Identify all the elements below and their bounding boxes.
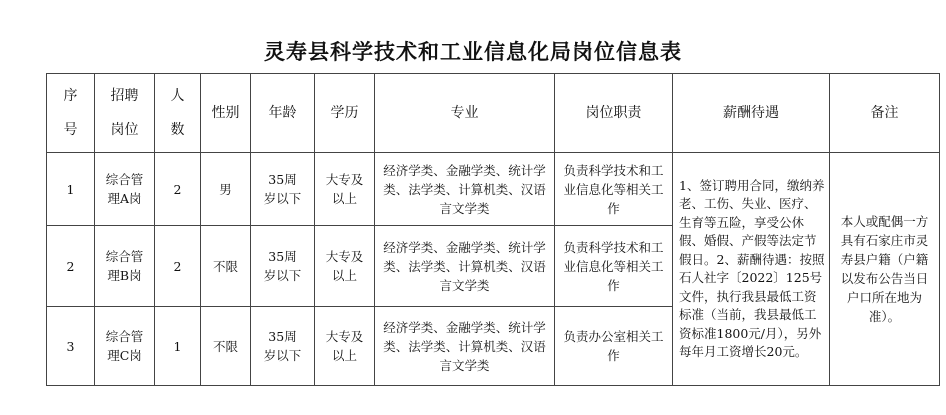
- cell-duty: 负责科学技术和工业信息化等相关工作: [555, 153, 673, 226]
- header-education: 学历: [315, 74, 375, 153]
- cell-major: 经济学类、金融学类、统计学类、法学类、计算机类、汉语言文学类: [375, 153, 555, 226]
- cell-count: 2: [155, 226, 201, 307]
- cell-age: 35周岁以下: [251, 226, 315, 307]
- header-gender: 性别: [201, 74, 251, 153]
- header-remark: 备注: [830, 74, 940, 153]
- cell-seq: 3: [47, 307, 95, 386]
- cell-duty: 负责办公室相关工作: [555, 307, 673, 386]
- header-count: 人数: [155, 74, 201, 153]
- table-header-row: [47, 74, 940, 153]
- page-title: 灵寿县科学技术和工业信息化局岗位信息表: [264, 40, 682, 64]
- cell-major: 经济学类、金融学类、统计学类、法学类、计算机类、汉语言文学类: [375, 307, 555, 386]
- cell-duty: 负责科学技术和工业信息化等相关工作: [555, 226, 673, 307]
- cell-age: 35周岁以下: [251, 153, 315, 226]
- cell-post: 综合管理B岗: [95, 226, 155, 307]
- cell-seq: 2: [47, 226, 95, 307]
- cell-count: 2: [155, 153, 201, 226]
- cell-seq: 1: [47, 153, 95, 226]
- cell-post: 综合管理C岗: [95, 307, 155, 386]
- cell-education: 大专及以上: [315, 307, 375, 386]
- cell-education: 大专及以上: [315, 226, 375, 307]
- cell-remark: 本人或配偶一方具有石家庄市灵寿县户籍（户籍以发布公告当日户口所在地为准）。: [830, 153, 940, 386]
- cell-count: 1: [155, 307, 201, 386]
- cell-education: 大专及以上: [315, 153, 375, 226]
- cell-gender: 不限: [201, 307, 251, 386]
- cell-gender: 男: [201, 153, 251, 226]
- job-info-table: [46, 73, 940, 386]
- header-duty: 岗位职责: [555, 74, 673, 153]
- cell-gender: 不限: [201, 226, 251, 307]
- cell-age: 35周岁以下: [251, 307, 315, 386]
- table-row: [47, 153, 940, 226]
- header-seq: 序号: [47, 74, 95, 153]
- cell-post: 综合管理A岗: [95, 153, 155, 226]
- cell-major: 经济学类、金融学类、统计学类、法学类、计算机类、汉语言文学类: [375, 226, 555, 307]
- header-post: 招聘岗位: [95, 74, 155, 153]
- header-major: 专业: [375, 74, 555, 153]
- header-age: 年龄: [251, 74, 315, 153]
- cell-salary: 1、签订聘用合同，缴纳养老、工伤、失业、医疗、生育等五险，享受公休假、婚假、产假等法定节假日。2、薪酬待遇：按照石人社字〔2022〕125号文件，执行我县最低工资标准（当前，我县最低工资标准1800元/月），另外每年月工资增长20元。: [673, 153, 830, 386]
- header-salary: 薪酬待遇: [673, 74, 830, 153]
